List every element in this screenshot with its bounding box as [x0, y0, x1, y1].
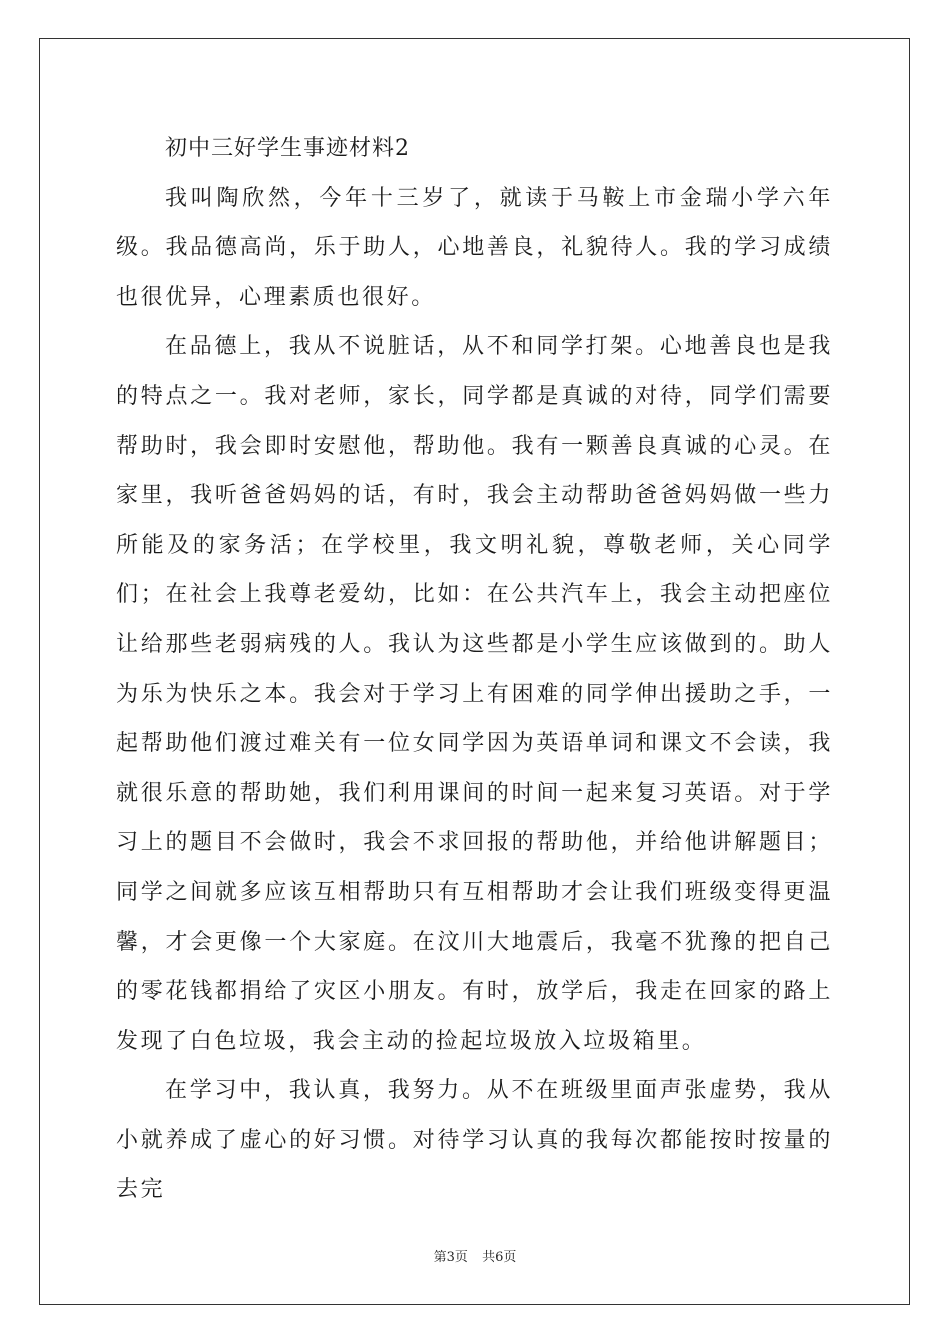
- paragraph-intro: 我叫陶欣然，今年十三岁了，就读于马鞍上市金瑞小学六年级。我品德高尚，乐于助人，心地善良，礼貌待人。我的学习成绩也很优异，心理素质也很好。: [116, 185, 833, 310]
- page-total: 共6页: [482, 1250, 517, 1265]
- document-body: [116, 124, 833, 1215]
- paragraph-study: 在学习中，我认真，我努力。从不在班级里面声张虚势，我从小就养成了虚心的好习惯。对待学习认真的我每次都能按时按量的去完: [116, 1078, 833, 1203]
- document-title: 初中三好学生事迹材料2: [165, 136, 410, 161]
- page-footer: [0, 1246, 950, 1265]
- paragraph-morality: 在品德上，我从不说脏话，从不和同学打架。心地善良也是我的特点之一。我对老师，家长，同学都是真诚的对待，同学们需要帮助时，我会即时安慰他，帮助他。我有一颗善良真诚的心灵。在家里，我听爸爸妈妈的话，有时，我会主动帮助爸爸妈妈做一些力所能及的家务活；在学校里，我文明礼貌，尊敬老师，关心同学们；在社会上我尊老爱幼，比如：在公共汽车上，我会主动把座位让给那些老弱病残的人。我认为这些都是小学生应该做到的。助人为乐为快乐之本。我会对于学习上有困难的同学伸出援助之手，一起帮助他们渡过难关有一位女同学因为英语单词和课文不会读，我就很乐意的帮助她，我们利用课间的时间一起来复习英语。对于学习上的题目不会做时，我会不求回报的帮助他，并给他讲解题目；同学之间就多应该互相帮助只有互相帮助才会让我们班级变得更温馨，才会更像一个大家庭。在汶川大地震后，我毫不犹豫的把自己的零花钱都捐给了灾区小朋友。有时，放学后，我走在回家的路上发现了白色垃圾，我会主动的捡起垃圾放入垃圾箱里。: [116, 334, 833, 1054]
- page-number: 第3页: [433, 1250, 468, 1265]
